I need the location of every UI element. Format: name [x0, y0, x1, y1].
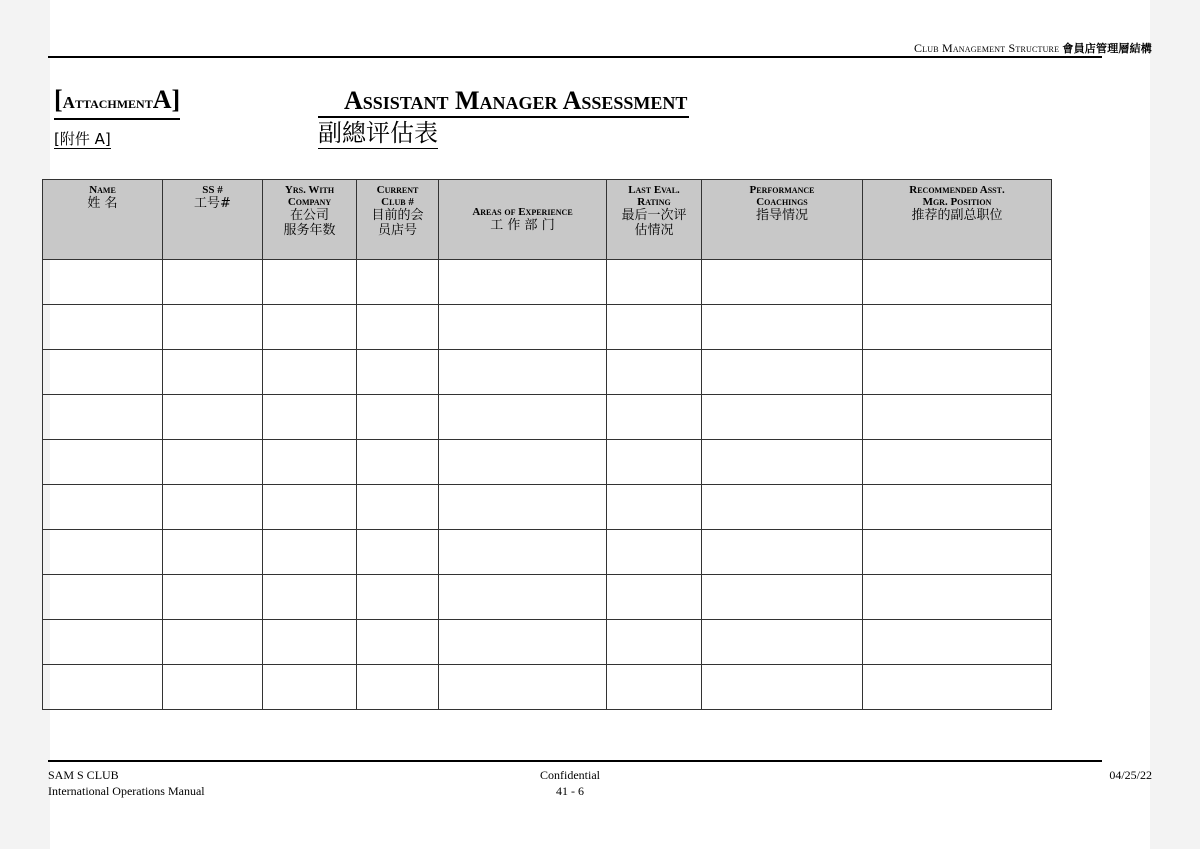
table-cell[interactable] [357, 665, 439, 710]
attachment-label [54, 86, 180, 149]
table-row [43, 440, 1052, 485]
table-cell[interactable] [43, 530, 163, 575]
table-cell[interactable] [263, 260, 357, 305]
table-cell[interactable] [263, 530, 357, 575]
table-cell[interactable] [43, 260, 163, 305]
table-cell[interactable] [607, 620, 702, 665]
table-cell[interactable] [607, 440, 702, 485]
footer-left [48, 767, 205, 799]
table-cell[interactable] [439, 440, 607, 485]
table-cell[interactable] [863, 530, 1052, 575]
table-cell[interactable] [357, 620, 439, 665]
table-cell[interactable] [863, 440, 1052, 485]
table-cell[interactable] [702, 620, 863, 665]
table-cell[interactable] [43, 395, 163, 440]
table-cell[interactable] [163, 440, 263, 485]
footer-rule [48, 760, 1102, 762]
header-title-en: Club Management Structure [913, 41, 1060, 55]
table-cell[interactable] [702, 440, 863, 485]
table-cell[interactable] [607, 260, 702, 305]
attachment-label-en: [AttachmentA] [54, 86, 180, 120]
table-cell[interactable] [43, 620, 163, 665]
table-cell[interactable] [357, 440, 439, 485]
table-cell[interactable] [163, 350, 263, 395]
table-cell[interactable] [357, 260, 439, 305]
table-cell[interactable] [863, 575, 1052, 620]
table-cell[interactable] [357, 485, 439, 530]
table-cell[interactable] [43, 440, 163, 485]
table-cell[interactable] [263, 665, 357, 710]
table-cell[interactable] [702, 350, 863, 395]
table-row [43, 305, 1052, 350]
table-cell[interactable] [439, 530, 607, 575]
table-row [43, 620, 1052, 665]
table-cell[interactable] [357, 530, 439, 575]
table-cell[interactable] [263, 485, 357, 530]
assessment-table [42, 179, 1052, 710]
table-cell[interactable] [607, 530, 702, 575]
table-cell[interactable] [263, 350, 357, 395]
table-cell[interactable] [863, 485, 1052, 530]
table-cell[interactable] [43, 665, 163, 710]
table-cell[interactable] [263, 620, 357, 665]
footer-manual: International Operations Manual [48, 784, 205, 798]
table-cell[interactable] [439, 665, 607, 710]
table-cell[interactable] [863, 350, 1052, 395]
table-cell[interactable] [43, 350, 163, 395]
table-cell[interactable] [439, 395, 607, 440]
table-row [43, 395, 1052, 440]
table-cell[interactable] [357, 305, 439, 350]
table-cell[interactable] [607, 665, 702, 710]
footer-center [520, 767, 620, 799]
table-cell[interactable] [702, 530, 863, 575]
table-cell[interactable] [702, 395, 863, 440]
table-cell[interactable] [439, 485, 607, 530]
footer-page-number: 41 - 6 [556, 784, 584, 798]
table-body [43, 260, 1052, 710]
table-cell[interactable] [702, 305, 863, 350]
table-row [43, 665, 1052, 710]
table-cell[interactable] [607, 485, 702, 530]
table-cell[interactable] [702, 665, 863, 710]
table-row [43, 485, 1052, 530]
table-cell[interactable] [439, 575, 607, 620]
table-cell[interactable] [863, 620, 1052, 665]
table-cell[interactable] [439, 305, 607, 350]
table-cell[interactable] [607, 350, 702, 395]
table-cell[interactable] [357, 575, 439, 620]
table-row [43, 260, 1052, 305]
table-cell[interactable] [702, 485, 863, 530]
table-row [43, 530, 1052, 575]
attachment-label-zh: [附件 A] [54, 130, 111, 148]
table-row [43, 350, 1052, 395]
table-cell[interactable] [702, 575, 863, 620]
table-cell[interactable] [863, 665, 1052, 710]
footer-date: 04/25/22 [1109, 768, 1152, 782]
table-cell[interactable] [263, 305, 357, 350]
table-cell[interactable] [43, 485, 163, 530]
running-header [914, 40, 1152, 56]
table-cell[interactable] [163, 305, 263, 350]
table-cell[interactable] [263, 395, 357, 440]
table-cell[interactable] [863, 260, 1052, 305]
col-header-current-club: Current Club # 目前的会 员店号 [357, 180, 439, 260]
table-cell[interactable] [163, 395, 263, 440]
header-title-zh: 會員店管理層結構 [1062, 42, 1152, 55]
header-rule [48, 56, 1102, 58]
table-cell[interactable] [702, 260, 863, 305]
table-cell[interactable] [439, 620, 607, 665]
table-cell[interactable] [263, 440, 357, 485]
table-cell[interactable] [607, 395, 702, 440]
table-cell[interactable] [263, 575, 357, 620]
footer-company: SAM S CLUB [48, 768, 119, 782]
table-cell[interactable] [607, 305, 702, 350]
col-header-ss: SS # 工号# [163, 180, 263, 260]
form-title [318, 86, 689, 149]
table-cell[interactable] [863, 395, 1052, 440]
table-cell[interactable] [163, 665, 263, 710]
table-cell[interactable] [439, 260, 607, 305]
form-title-zh: 副總评估表 [318, 119, 438, 147]
col-header-name: Name 姓 名 [43, 180, 163, 260]
table-cell[interactable] [43, 575, 163, 620]
col-header-areas: Areas of Experience 工 作 部 门 [439, 180, 607, 260]
footer-confidential: Confidential [540, 768, 600, 782]
table-cell[interactable] [43, 305, 163, 350]
table-cell[interactable] [607, 575, 702, 620]
table-cell[interactable] [357, 395, 439, 440]
table-cell[interactable] [357, 350, 439, 395]
table-cell[interactable] [439, 350, 607, 395]
table-cell[interactable] [863, 305, 1052, 350]
table-header-row [43, 180, 1052, 260]
table-cell[interactable] [163, 485, 263, 530]
col-header-last-eval: Last Eval. Rating 最后一次评 估情况 [607, 180, 702, 260]
form-title-en: Assistant Manager Assessment [318, 86, 689, 118]
col-header-performance: Performance Coachings 指导情况 [702, 180, 863, 260]
col-header-recommended: Recommended Asst. Mgr. Position 推荐的副总职位 [863, 180, 1052, 260]
table-cell[interactable] [163, 620, 263, 665]
table-cell[interactable] [163, 530, 263, 575]
col-header-years: Yrs. With Company 在公司 服务年数 [263, 180, 357, 260]
table-cell[interactable] [163, 260, 263, 305]
table-cell[interactable] [163, 575, 263, 620]
table-row [43, 575, 1052, 620]
